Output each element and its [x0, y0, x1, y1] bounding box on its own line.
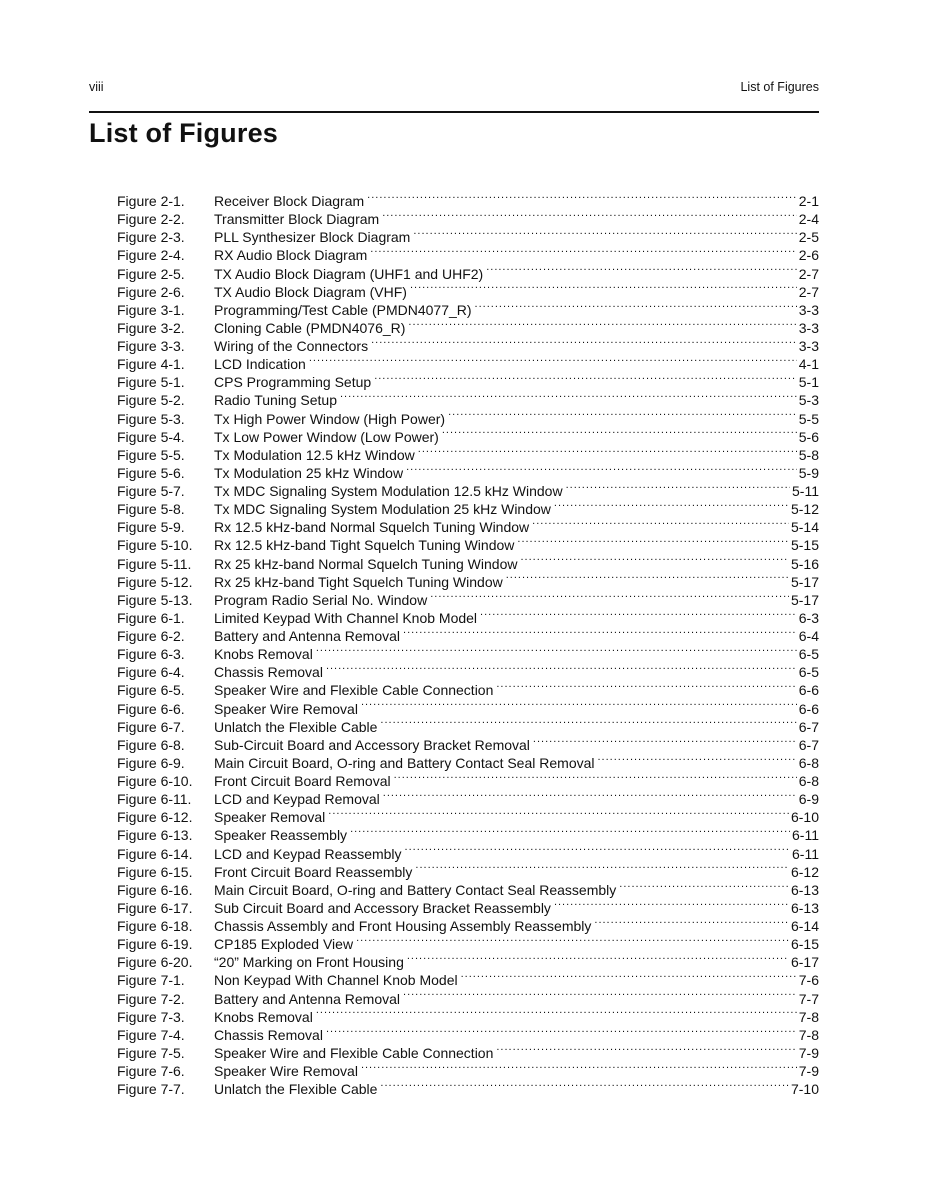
figure-number: Figure 2-1.	[117, 193, 185, 209]
figure-title: Unlatch the Flexible Cable	[214, 718, 378, 735]
figure-page-number: 6-17	[790, 954, 819, 971]
dot-leader	[367, 188, 797, 206]
figure-page-number: 5-6	[798, 428, 819, 445]
figure-page-number: 6-13	[790, 881, 819, 898]
figure-title: Battery and Antenna Removal	[214, 990, 401, 1007]
figure-page-number: 3-3	[798, 301, 819, 318]
figure-page-number: 2-5	[798, 229, 819, 246]
figure-number: Figure 6-17.	[117, 899, 193, 916]
dot-leader	[619, 877, 789, 895]
figure-title: Receiver Block Diagram	[214, 193, 365, 209]
figure-page-number: 2-6	[798, 247, 819, 264]
dot-leader	[594, 913, 789, 931]
figure-page-number: 2-7	[798, 283, 819, 300]
figure-title: Chassis Assembly and Front Housing Assembly Reassembly	[214, 918, 592, 934]
figure-page-number: 5-12	[790, 501, 819, 518]
dot-leader	[517, 532, 789, 550]
figure-title: LCD Indication	[214, 356, 306, 373]
dot-leader	[403, 986, 797, 1004]
figure-page-number: 6-11	[792, 845, 819, 862]
figure-title: Chassis Removal	[214, 664, 323, 681]
figure-number: Figure 7-4.	[117, 1026, 185, 1043]
dot-leader	[598, 750, 797, 768]
dot-leader	[418, 442, 797, 460]
figure-title: Rx 12.5 kHz-band Normal Squelch Tuning Window	[214, 519, 530, 536]
figure-number: Figure 5-3.	[117, 410, 185, 427]
figure-number: Figure 6-4.	[117, 664, 185, 681]
figure-page-number: 7-7	[798, 990, 819, 1007]
figure-page-number: 5-3	[798, 392, 819, 409]
figure-number: Figure 6-11.	[117, 791, 192, 808]
figure-title: TX Audio Block Diagram (UHF1 and UHF2)	[214, 265, 484, 282]
figure-title: Sub-Circuit Board and Accessory Bracket Removal	[214, 736, 530, 753]
figure-page-number: 5-15	[790, 537, 819, 554]
dot-leader	[326, 1022, 797, 1040]
figure-number: Figure 6-2.	[117, 628, 185, 644]
figure-page-number: 7-9	[798, 1063, 819, 1079]
figure-page-number: 7-8	[798, 1008, 819, 1025]
figure-page-number: 5-16	[790, 555, 819, 572]
figure-number: Figure 5-7.	[117, 483, 185, 499]
figure-number: Figure 2-4.	[117, 247, 185, 264]
figure-number: Figure 6-3.	[117, 646, 185, 663]
figure-title: Transmitter Block Diagram	[214, 211, 380, 228]
dot-leader	[415, 859, 789, 877]
figure-page-number: 5-8	[798, 446, 819, 463]
figure-number: Figure 6-18.	[117, 918, 193, 934]
figure-page-number: 7-10	[790, 1081, 819, 1098]
figure-number: Figure 2-3.	[117, 229, 185, 246]
dot-leader	[350, 822, 790, 840]
figure-title: CPS Programming Setup	[214, 374, 372, 391]
figure-title: Radio Tuning Setup	[214, 392, 337, 409]
dot-leader	[566, 478, 790, 496]
figure-page-number: 2-1	[798, 193, 819, 209]
figure-page-number: 3-3	[798, 319, 819, 336]
dot-leader	[461, 967, 797, 985]
dot-leader	[316, 641, 797, 659]
figure-number: Figure 6-6.	[117, 700, 185, 717]
figure-page-number: 6-5	[798, 646, 819, 663]
dot-leader	[533, 732, 797, 750]
figure-title: Speaker Wire Removal	[214, 1063, 358, 1079]
figure-number: Figure 6-20.	[117, 954, 193, 971]
figure-page-number: 6-9	[798, 791, 819, 808]
figure-title: Tx Modulation 12.5 kHz Window	[214, 446, 415, 463]
figure-page-number: 4-1	[798, 356, 819, 373]
figure-title: Speaker Wire and Flexible Cable Connection	[214, 682, 494, 699]
figure-title: Chassis Removal	[214, 1026, 323, 1043]
figure-number: Figure 6-13.	[117, 827, 193, 844]
figure-title: Speaker Wire and Flexible Cable Connection	[214, 1044, 494, 1061]
figure-number: Figure 5-2.	[117, 392, 185, 409]
figure-page-number: 6-7	[798, 736, 819, 753]
figure-number: Figure 7-5.	[117, 1044, 185, 1061]
figure-page-number: 2-4	[798, 211, 819, 228]
dot-leader	[486, 261, 797, 279]
figure-number: Figure 6-12.	[117, 809, 193, 826]
dot-leader	[383, 786, 797, 804]
figure-page-number: 2-7	[798, 265, 819, 282]
figure-title: Non Keypad With Channel Knob Model	[214, 972, 458, 989]
dot-leader	[380, 1076, 789, 1094]
figure-title: Knobs Removal	[214, 646, 313, 663]
figure-page-number: 3-3	[798, 338, 819, 354]
figure-page-number: 5-9	[798, 464, 819, 481]
dot-leader	[506, 569, 789, 587]
header-rule	[89, 111, 819, 113]
figure-page-number: 6-14	[790, 918, 819, 934]
figure-page-number: 7-9	[798, 1044, 819, 1061]
dot-leader	[328, 804, 789, 822]
figure-title: Main Circuit Board, O-ring and Battery Contact Seal Removal	[214, 754, 595, 771]
figure-title: TX Audio Block Diagram (VHF)	[214, 283, 407, 300]
dot-leader	[406, 460, 797, 478]
figure-number: Figure 5-12.	[117, 573, 193, 590]
figure-title: Unlatch the Flexible Cable	[214, 1081, 378, 1098]
figure-number: Figure 6-10.	[117, 773, 193, 789]
figure-number: Figure 5-5.	[117, 446, 185, 463]
figure-number: Figure 6-8.	[117, 736, 185, 753]
figure-number: Figure 7-3.	[117, 1008, 185, 1025]
figure-number: Figure 7-2.	[117, 990, 185, 1007]
dot-leader	[496, 1040, 796, 1058]
figure-title: RX Audio Block Diagram	[214, 247, 368, 264]
dot-leader	[532, 514, 789, 532]
dot-leader	[554, 496, 789, 514]
figure-title: Sub Circuit Board and Accessory Bracket Reassembly	[214, 899, 551, 916]
figure-page-number: 6-8	[798, 773, 819, 789]
figure-title: Main Circuit Board, O-ring and Battery Contact Seal Reassembly	[214, 881, 617, 898]
figure-page-number: 6-6	[798, 700, 819, 717]
figure-number: Figure 3-2.	[117, 319, 185, 336]
figure-title: Rx 25 kHz-band Normal Squelch Tuning Window	[214, 555, 518, 572]
figure-number: Figure 6-5.	[117, 682, 185, 699]
dot-leader	[430, 587, 789, 605]
figure-number: Figure 6-16.	[117, 881, 193, 898]
dot-leader	[520, 551, 788, 569]
figure-number: Figure 5-13.	[117, 591, 193, 608]
dot-leader	[371, 333, 797, 351]
figure-page-number: 6-4	[798, 628, 819, 644]
figure-number: Figure 7-7.	[117, 1081, 185, 1098]
dot-leader	[309, 351, 797, 369]
figure-title: Battery and Antenna Removal	[214, 628, 401, 644]
figure-number: Figure 5-1.	[117, 374, 185, 391]
figure-number: Figure 6-15.	[117, 863, 193, 880]
figure-number: Figure 2-5.	[117, 265, 185, 282]
dot-leader	[380, 714, 796, 732]
figure-number: Figure 6-1.	[117, 609, 185, 626]
figure-title: LCD and Keypad Reassembly	[214, 845, 402, 862]
figure-title: CP185 Exploded View	[214, 936, 354, 953]
header-page-number: viii	[89, 80, 104, 94]
dot-leader	[361, 1058, 797, 1076]
figure-page-number: 6-3	[798, 609, 819, 626]
figure-title: Limited Keypad With Channel Knob Model	[214, 609, 478, 626]
running-header	[89, 80, 819, 98]
dot-leader	[407, 949, 789, 967]
figure-list	[117, 188, 819, 1098]
dot-leader	[410, 279, 797, 297]
dot-leader	[316, 1004, 797, 1022]
figure-title: PLL Synthesizer Block Diagram	[214, 229, 411, 246]
figure-entry[interactable]	[117, 188, 819, 209]
figure-number: Figure 2-6.	[117, 283, 185, 300]
figure-page-number: 6-10	[790, 809, 819, 826]
figure-number: Figure 6-14.	[117, 845, 193, 862]
figure-page-number: 6-12	[790, 863, 819, 880]
figure-page-number: 6-8	[798, 754, 819, 771]
dot-leader	[554, 895, 789, 913]
figure-title: Programming/Test Cable (PMDN4077_R)	[214, 301, 472, 318]
figure-title: LCD and Keypad Removal	[214, 791, 380, 808]
dot-leader	[356, 931, 789, 949]
figure-page-number: 5-14	[790, 519, 819, 536]
page-title: List of Figures	[89, 118, 279, 148]
figure-page-number: 5-17	[790, 591, 819, 608]
figure-number: Figure 5-4.	[117, 428, 185, 445]
figure-number: Figure 3-3.	[117, 338, 185, 354]
figure-page-number: 5-5	[798, 410, 819, 427]
figure-number: Figure 2-2.	[117, 211, 185, 228]
figure-page-number: 7-8	[798, 1026, 819, 1043]
dot-leader	[374, 369, 797, 387]
dot-leader	[326, 659, 797, 677]
figure-number: Figure 5-6.	[117, 464, 185, 481]
figure-title: Cloning Cable (PMDN4076_R)	[214, 319, 406, 336]
figure-number: Figure 4-1.	[117, 356, 185, 373]
figure-number: Figure 5-10.	[117, 537, 193, 554]
figure-page-number: 6-5	[798, 664, 819, 681]
figure-number: Figure 5-9.	[117, 519, 185, 536]
figure-page-number: 6-7	[798, 718, 819, 735]
figure-page-number: 6-6	[798, 682, 819, 699]
figure-title: Speaker Reassembly	[214, 827, 348, 844]
dot-leader	[408, 315, 796, 333]
dot-leader	[361, 696, 797, 714]
figure-page-number: 6-11	[792, 827, 819, 844]
dot-leader	[394, 768, 797, 786]
figure-page-number: 7-6	[798, 972, 819, 989]
figure-title: Front Circuit Board Removal	[214, 773, 391, 789]
header-section-title: List of Figures	[740, 80, 819, 94]
figure-title: Knobs Removal	[214, 1008, 313, 1025]
figure-title: Speaker Removal	[214, 809, 326, 826]
dot-leader	[475, 297, 797, 315]
figure-page-number: 5-1	[798, 374, 819, 391]
dot-leader	[403, 623, 797, 641]
dot-leader	[442, 424, 797, 442]
figure-number: Figure 7-1.	[117, 972, 185, 989]
figure-number: Figure 7-6.	[117, 1063, 185, 1079]
dot-leader	[340, 387, 797, 405]
figure-number: Figure 6-7.	[117, 718, 185, 735]
figure-title: Wiring of the Connectors	[214, 338, 369, 354]
figure-number: Figure 6-9.	[117, 754, 185, 771]
figure-title: “20” Marking on Front Housing	[214, 954, 404, 971]
figure-title: Rx 25 kHz-band Tight Squelch Tuning Window	[214, 573, 503, 590]
figure-page-number: 6-13	[790, 899, 819, 916]
figure-page-number: 6-15	[790, 936, 819, 953]
dot-leader	[405, 841, 790, 859]
figure-title: Program Radio Serial No. Window	[214, 591, 428, 608]
figure-title: Front Circuit Board Reassembly	[214, 863, 413, 880]
figure-title: Tx MDC Signaling System Modulation 12.5 kHz Window	[214, 483, 563, 499]
figure-title: Speaker Wire Removal	[214, 700, 358, 717]
figure-title: Tx Modulation 25 kHz Window	[214, 464, 404, 481]
figure-number: Figure 5-11.	[117, 555, 192, 572]
dot-leader	[496, 677, 796, 695]
dot-leader	[370, 242, 796, 260]
figure-title: Tx Low Power Window (Low Power)	[214, 428, 439, 445]
figure-number: Figure 5-8.	[117, 501, 185, 518]
figure-title: Rx 12.5 kHz-band Tight Squelch Tuning Window	[214, 537, 515, 554]
dot-leader	[413, 224, 796, 242]
figure-title: Tx High Power Window (High Power)	[214, 410, 446, 427]
figure-page-number: 5-11	[792, 483, 819, 499]
dot-leader	[480, 605, 797, 623]
figure-page-number: 5-17	[790, 573, 819, 590]
figure-number: Figure 3-1.	[117, 301, 185, 318]
figure-title: Tx MDC Signaling System Modulation 25 kHz Window	[214, 501, 551, 518]
dot-leader	[382, 206, 797, 224]
figure-number: Figure 6-19.	[117, 936, 193, 953]
dot-leader	[448, 406, 797, 424]
